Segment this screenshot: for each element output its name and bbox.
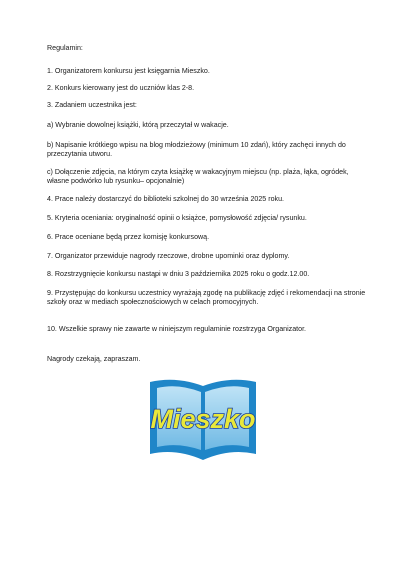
logo-text: Mieszko [150, 404, 256, 434]
closing-text: Nagrody czekają, zapraszam. [47, 355, 141, 363]
logo-wordmark [150, 404, 255, 434]
rule-item-3b: b) Napisanie krótkiego wpisu na blog młodzieżowy (minimum 10 zdań), który zachęci innych do przeczytania utworu. [47, 141, 346, 159]
rule-item-10: 10. Wszelkie sprawy nie zawarte w niniejszym regulaminie rozstrzyga Organizator. [47, 325, 307, 333]
rule-item-2: 2. Konkurs kierowany jest do uczniów klas 2-8. [47, 84, 195, 92]
rule-item-7: 7. Organizator przewiduje nagrody rzeczowe, drobne upominki oraz dyplomy. [47, 252, 290, 260]
regulations-heading: Regulamin: [47, 44, 83, 52]
rule-item-1: 1. Organizatorem konkursu jest księgarnia Mieszko. [47, 67, 210, 75]
rule-item-8: 8. Rozstrzygnięcie konkursu nastąpi w dniu 3 października 2025 roku o godz.12.00. [47, 270, 310, 278]
rule-item-9: 9. Przystępując do konkursu uczestnicy wyrażają zgodę na publikację zdjęć i rekomendacji na stronie szkoły oraz w mediach społecznościowych w celach promocyjnych. [47, 289, 366, 307]
rule-item-4: 4. Prace należy dostarczyć do biblioteki szkolnej do 30 września 2025 roku. [47, 195, 284, 203]
mieszko-logo [148, 376, 258, 462]
rule-item-3: 3. Zadaniem uczestnika jest: [47, 101, 137, 109]
rule-item-5: 5. Kryteria oceniania: oryginalność opinii o książce, pomysłowość zdjęcia/ rysunku. [47, 214, 307, 222]
rule-item-6: 6. Prace oceniane będą przez komisję konkursową. [47, 233, 210, 241]
rule-item-3c: c) Dołączenie zdjęcia, na którym czyta książkę w wakacyjnym miejscu (np. plaża, łąka, ogródek, własne podwórko lub rysunku– opcjonalnie) [47, 168, 349, 186]
rule-item-3a: a) Wybranie dowolnej książki, którą przeczytał w wakacje. [47, 121, 229, 129]
